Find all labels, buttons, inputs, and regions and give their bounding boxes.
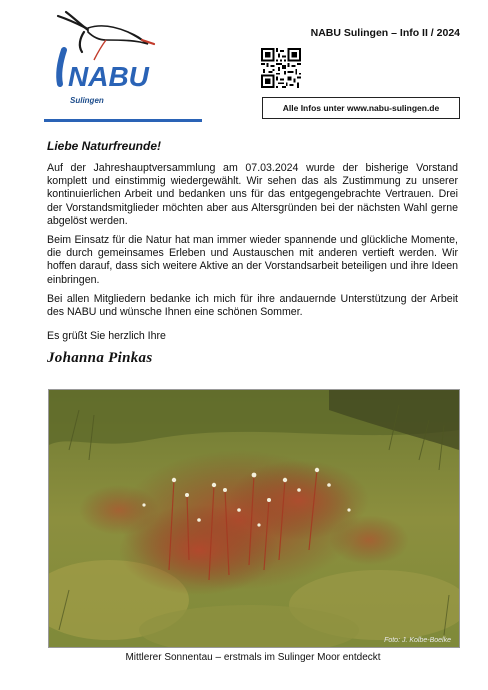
- logo-divider: [44, 119, 202, 122]
- photo-caption: Mittlerer Sonnentau – erstmals im Sulinger Moor entdeckt: [125, 652, 381, 663]
- paragraph: Beim Einsatz für die Natur hat man immer wieder spannende und glückliche Momente, die durch gemeinsames Erleben und Austauschen mit anderen vertieft werden. Wir hoffen darauf, dass sich weitere Aktive an der Vorstandsarbeit beteiligen und ihre Ideen einbringen.: [47, 234, 458, 286]
- photo-credit: Foto: J. Kolbe-Boelke: [384, 637, 451, 644]
- logo-subtitle: Sulingen: [70, 96, 104, 105]
- sundew-photo: [48, 389, 460, 648]
- closing-line: Es grüßt Sie herzlich Ihre: [47, 330, 166, 343]
- qr-code-icon[interactable]: [261, 48, 301, 88]
- signature: Johanna Pinkas: [47, 350, 153, 367]
- paragraph: Auf der Jahreshauptversammlung am 07.03.2024 wurde der bisherige Vorstand komplett und einstimmig wiedergewählt. Wir sehen das als Zustimmung zu unserer kontinuierlichen Arbeit und bedanken uns für das entgegengebrachte Vertrauen. Drei der Vorstandsmitglieder möchten aber aus Altersgründen bei der nächsten Wahl gerne abgelöst werden.: [47, 162, 458, 227]
- letter-body: [47, 139, 458, 367]
- stork-logo-icon: [44, 10, 204, 110]
- greeting: Liebe Naturfreunde!: [47, 139, 162, 153]
- paragraph: Bei allen Mitgliedern bedanke ich mich für ihre andauernde Unterstützung der Arbeit des NABU und wünsche Ihnen eine schönen Sommer.: [47, 292, 458, 319]
- website-info-box[interactable]: Alle Infos unter www.nabu-sulingen.de: [262, 97, 460, 119]
- issue-title: NABU Sulingen – Info II / 2024: [310, 27, 460, 39]
- nabu-wordmark: NABU: [68, 61, 149, 92]
- nabu-logo: [44, 10, 204, 122]
- sundew-photo-image: [49, 390, 459, 647]
